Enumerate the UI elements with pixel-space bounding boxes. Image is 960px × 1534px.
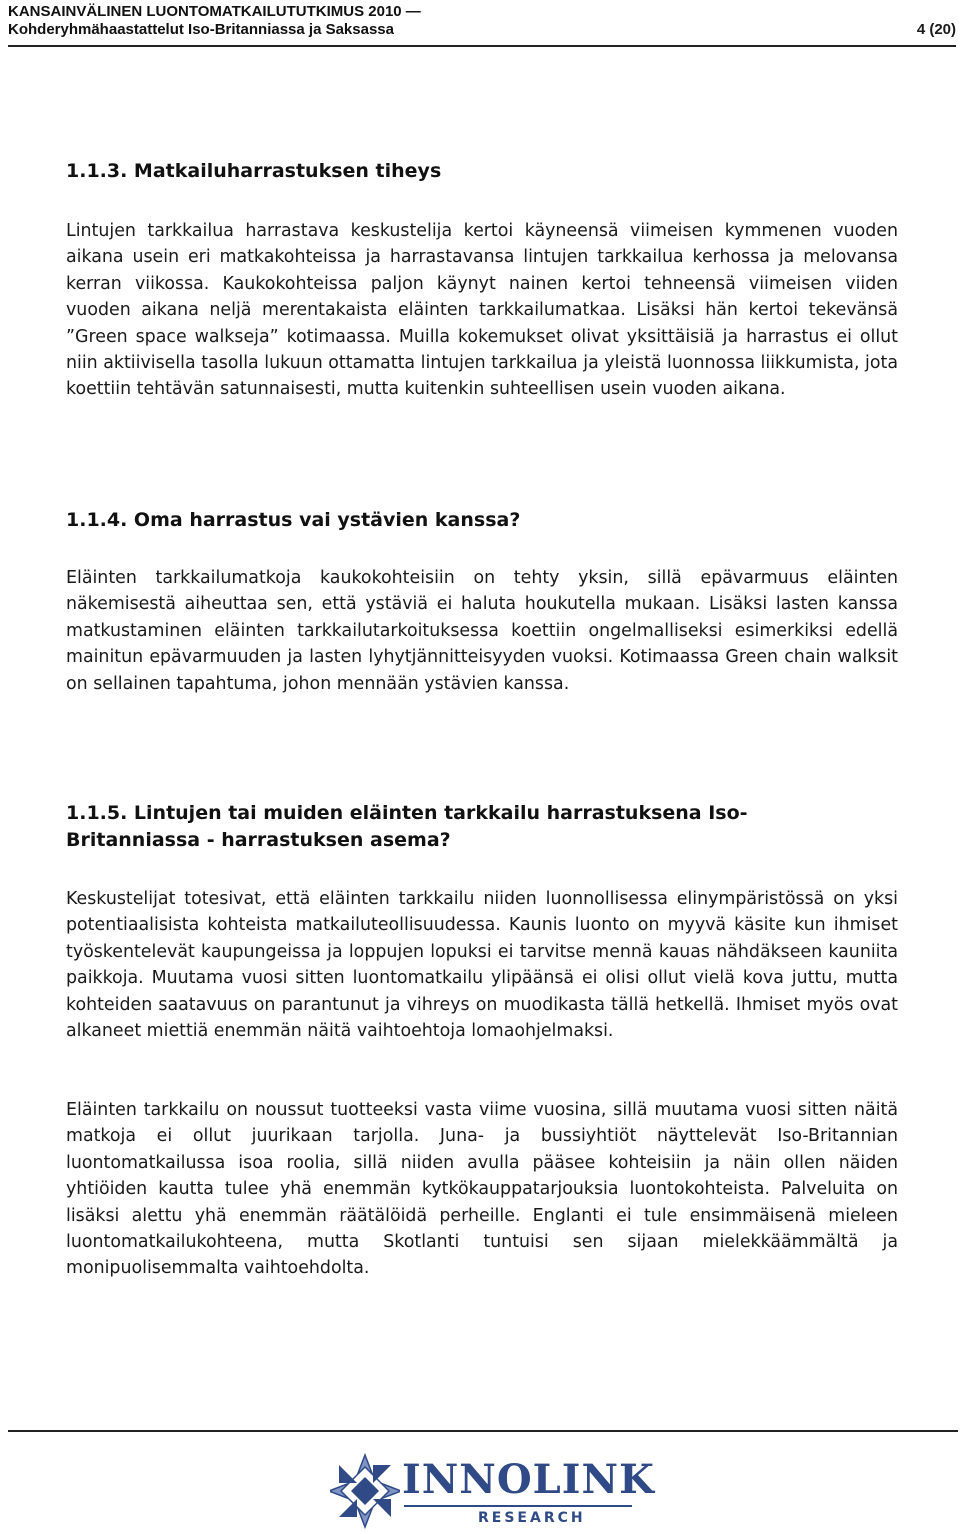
page-header (8, 3, 956, 47)
footer-divider (8, 1430, 958, 1432)
section-paragraph: Eläinten tarkkailumatkoja kaukokohteisiin on tehty yksin, sillä epävarmuus eläinten näkemisestä aiheuttaa sen, että ystäviä ei haluta houkutella mukaan. Lisäksi lasten kanssa matkustaminen eläinten tarkkailutarkoituksessa koettiin ongelmalliseksi esimerkiksi edellä mainitun epävarmuuden ja lasten lyhytjännitteisyyden vuoksi. Kotimaassa Green chain walksit on sellainen tapahtuma, johon mennään ystävien kanssa. (66, 568, 898, 694)
heading-line: Britanniassa - harrastuksen asema? (66, 829, 451, 851)
header-subtitle: Kohderyhmähaastattelut Iso-Britanniassa ja Saksassa (8, 21, 394, 38)
page-number: 4 (20) (916, 21, 956, 38)
section-paragraph: Lintujen tarkkailua harrastava keskustelija kertoi käyneensä viimeisen kymmenen vuoden aikana usein eri matkakohteissa ja harrastavansa lintujen tarkkailua kerhossa ja melovansa kerran viikossa. Kaukokohteissa paljon käynyt nainen kertoi tehneensä viimeisen viiden vuoden aikana neljä merentakaista eläinten tarkkailumatkaa. Lisäksi hän kertoi tekevänsä ”Green space walkseja” kotimaassa. Muilla kokemukset olivat yksittäisiä ja harrastus ei ollut niin aktiivisella tasolla lukuun ottamatta lintujen tarkkailua ja yleistä luonnossa liikkumista, jota koettiin tehtävän satunnaisesti, mutta kuitenkin suhteellisen usein vuoden aikana. (66, 221, 898, 400)
section-heading-1-1-4: 1.1.4. Oma harrastus vai ystävien kanssa? (66, 509, 521, 531)
section-heading-1-1-5 (66, 800, 898, 854)
logo-wordmark: INNOLINK (402, 1456, 655, 1503)
logo-subtitle: RESEARCH (478, 1510, 586, 1526)
logo-underline (404, 1505, 632, 1507)
compass-star-icon (330, 1452, 400, 1530)
section-paragraph: Keskustelijat totesivat, että eläinten tarkkailu niiden luonnollisessa elinympäristössä on yksi potentiaalisista kohteista matkailuteollisuudessa. Kaunis luonto on myyvä käsite kun ihmiset työskentelevät kaupungeissa ja loppujen lopuksi ei tarvitse mennä kauas nähdäkseen kauniita paikkoja. Muutama vuosi sitten luontomatkailu ylipäänsä ei olisi ollut vielä kova juttu, mutta kohteiden saatavuus on parantunut ja vihreys on muodikasta tällä hetkellä. Ihmiset myös ovat alkaneet miettiä enemmän näitä vaihtoehtoja lomaohjelmaksi. (66, 889, 898, 1042)
section-paragraph: Eläinten tarkkailu on noussut tuotteeksi vasta viime vuosina, sillä muutama vuosi sitten näitä matkoja ei ollut juurikaan tarjolla. Juna- ja bussiyhtiöt näyttelevät Iso-Britannian luontomatkailussa isoa roolia, sillä niiden avulla pääsee kohteisiin ja näin ollen näiden yhtiöiden kautta tulee yhä enemmän kytkökauppatarjouksia luontokohteista. Palveluita on lisäksi alettu yhä enemmän räätälöidä perheille. Englanti ei tule ensimmäisenä mieleen luontomatkailukohteena, mutta Skotlanti tuntuisi sen sijaan mielekkäämmältä ja monipuolisemmalta vaihtoehdolta. (66, 1100, 898, 1279)
header-title: KANSAINVÄLINEN LUONTOMATKAILUTUTKIMUS 2010 — (8, 3, 421, 20)
section-heading-1-1-3: 1.1.3. Matkailuharrastuksen tiheys (66, 160, 442, 182)
innolink-logo (330, 1452, 655, 1530)
heading-line: 1.1.5. Lintujen tai muiden eläinten tarkkailu harrastuksena Iso- (66, 802, 748, 824)
